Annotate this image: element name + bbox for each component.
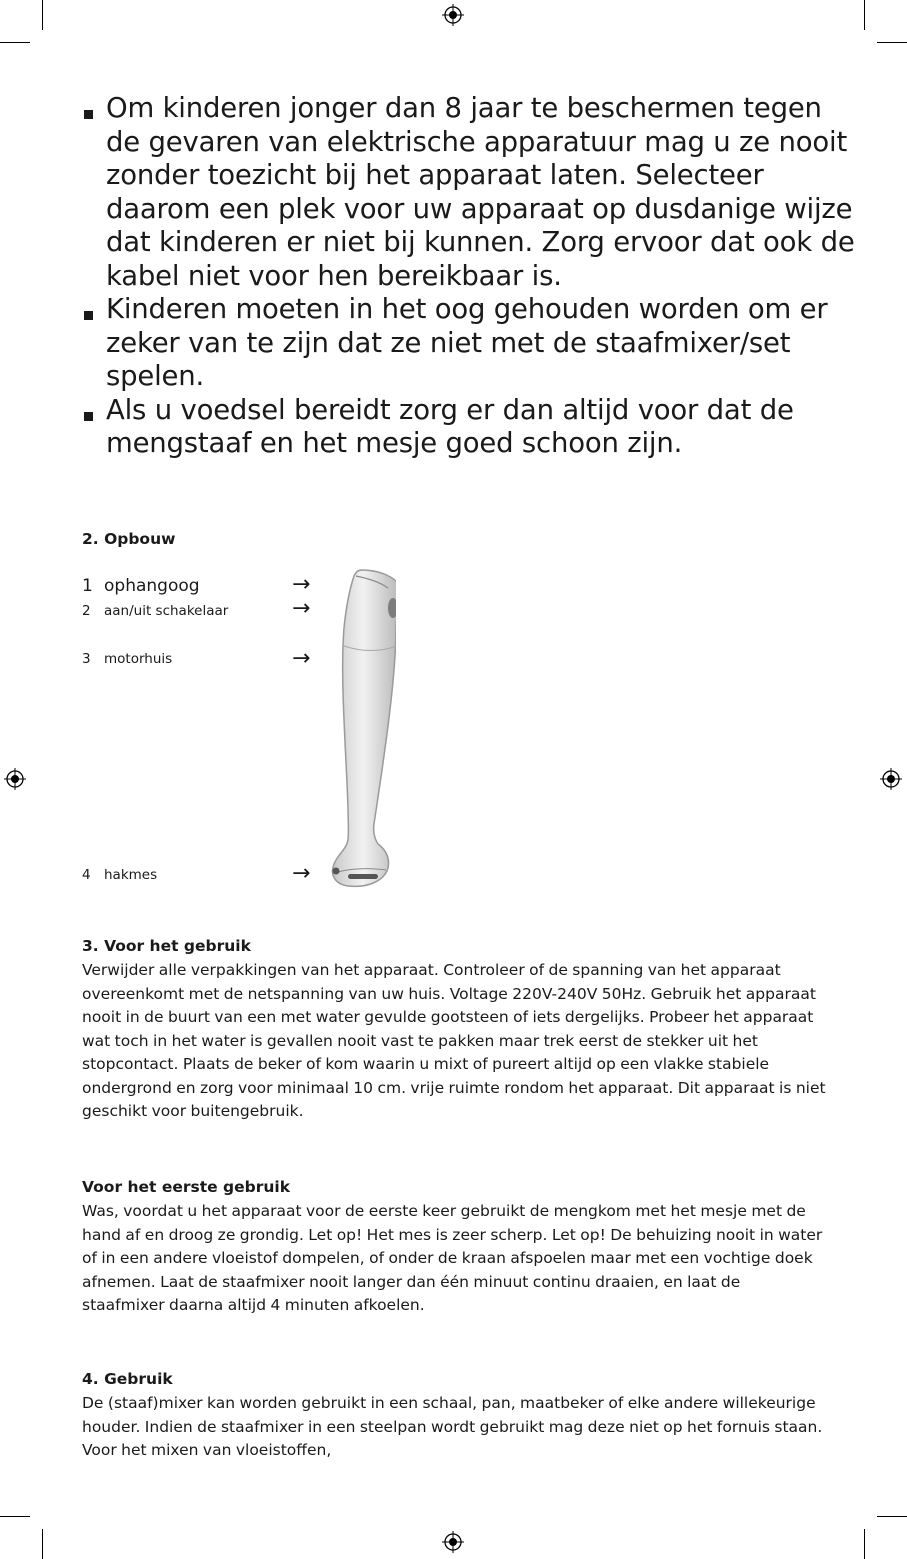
crop-mark [42, 1529, 43, 1559]
crop-mark [42, 0, 43, 30]
bullet-square-icon [84, 110, 93, 119]
bullet-square-icon [84, 311, 93, 320]
section-heading: Voor het eerste gebruik [82, 1178, 291, 1196]
arrow-icon: → [292, 572, 311, 597]
section-heading: 2. Opbouw [82, 530, 176, 548]
crop-mark [877, 1516, 907, 1517]
registration-mark-icon [442, 4, 464, 26]
registration-mark-icon [4, 768, 26, 790]
part-label-2: 2 aan/uit schakelaar [82, 603, 229, 619]
hand-blender-illustration [326, 568, 396, 892]
section-paragraph: De (staaf)mixer kan worden gebruikt in een schaal, pan, maatbeker of elke andere willekeurige houder. Indien de staafmixer in een steelpan wordt gebruikt mag deze niet op het fornuis staan. Voor het mixen van vloeistoffen, [82, 1394, 823, 1459]
crop-mark [0, 1516, 30, 1517]
crop-mark [877, 42, 907, 43]
list-item [82, 394, 862, 461]
registration-mark-icon [442, 1531, 464, 1553]
crop-mark [864, 1529, 865, 1559]
section-heading: 4. Gebruik [82, 1370, 173, 1388]
arrow-icon: → [292, 596, 311, 621]
crop-mark [0, 42, 30, 43]
list-item [82, 92, 862, 293]
arrow-icon: → [292, 646, 311, 671]
list-item [82, 293, 862, 394]
bullet-text: Als u voedsel bereidt zorg er dan altijd voor dat de mengstaaf en het mesje goed schoon zijn. [106, 393, 794, 459]
crop-mark [864, 0, 865, 30]
bullet-text: Kinderen moeten in het oog gehouden worden om er zeker van te zijn dat ze niet met de staafmixer/set spelen. [106, 293, 828, 392]
arrow-icon: → [292, 861, 311, 886]
section-paragraph: Was, voordat u het apparaat voor de eerste keer gebruikt de mengkom met het mesje met de hand af en droog ze grondig. Let op! Het mes is zeer scherp. Let op! De behuizing nooit in water of in een andere vloeistof dompelen, of onder de kraan afspoelen maar met een vochtige doek afnemen. Laat de staafmixer nooit langer dan één minuut continu draaien, en laat de staafmixer daarna altijd 4 minuten afkoelen. [82, 1202, 823, 1314]
bullet-text: Om kinderen jonger dan 8 jaar te beschermen tegen de gevaren van elektrische apparatuur mag u ze nooit zonder toezicht bij het apparaat laten. Selecteer daarom een plek voor uw apparaat op dusdanige wijze dat kinderen er niet bij kunnen. Zorg ervoor dat ook de kabel niet voor hen bereikbaar is. [106, 92, 855, 292]
section-paragraph: Verwijder alle verpakkingen van het apparaat. Controleer of de spanning van het apparaat overeenkomt met de netspanning van uw huis. Voltage 220V-240V 50Hz. Gebruik het apparaat nooit in de buurt van een met water gevulde gootsteen of iets dergelijks. Probeer het apparaat wat toch in het water is gevallen nooit vast te pakken maar trek eerst de stekker uit het stopcontact. Plaats de beker of kom waarin u mixt of pureert altijd op een vlakke stabiele ondergrond en zorg voor minimaal 10 cm. vrije ruimte rondom het apparaat. Dit apparaat is niet geschikt voor buitengebruik. [82, 961, 826, 1120]
bullet-square-icon [84, 412, 93, 421]
part-label-3: 3 motorhuis [82, 651, 173, 667]
part-label-1: 1 ophangoog [82, 576, 200, 596]
part-label-4: 4 hakmes [82, 867, 158, 883]
registration-mark-icon [880, 768, 902, 790]
section-heading: 3. Voor het gebruik [82, 937, 251, 955]
safety-bullet-list [82, 92, 862, 461]
